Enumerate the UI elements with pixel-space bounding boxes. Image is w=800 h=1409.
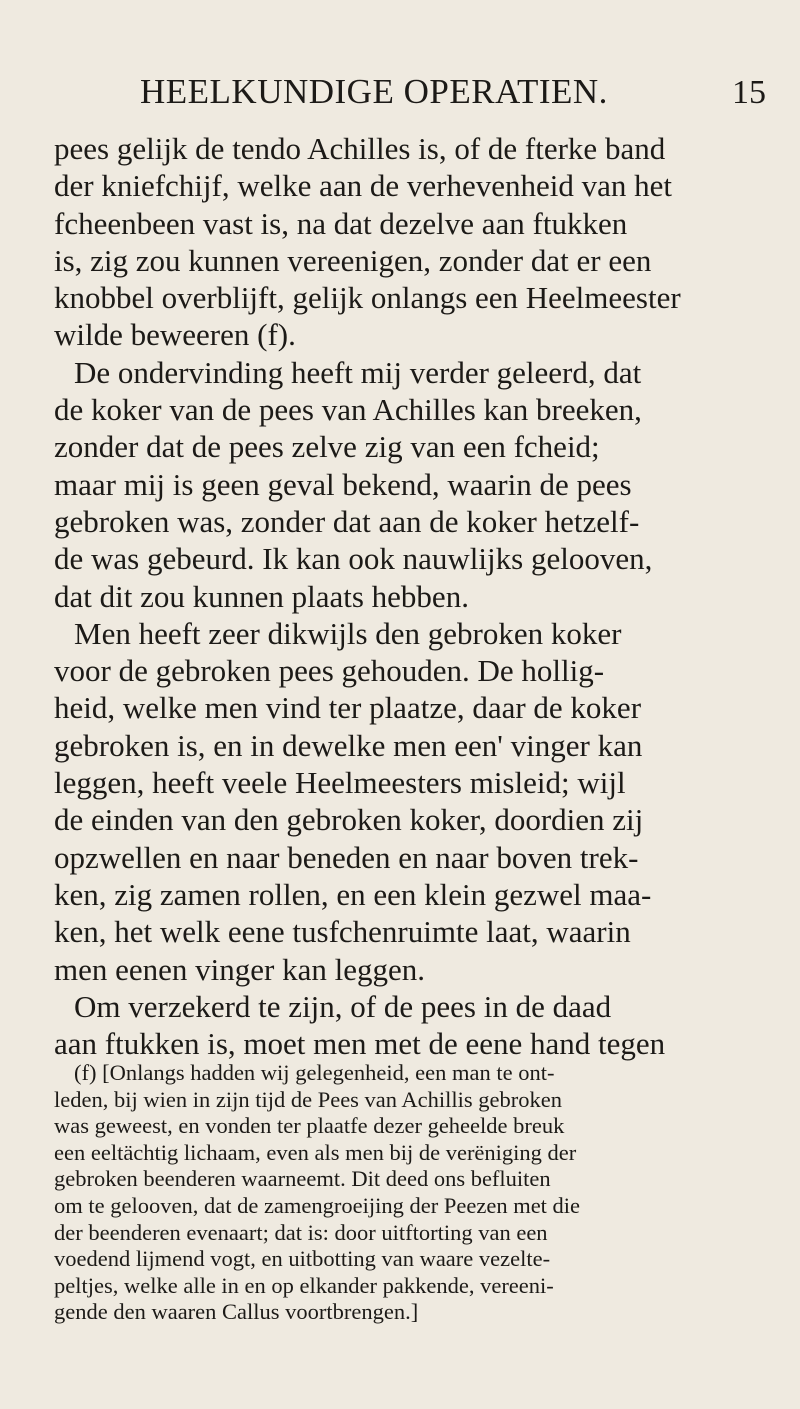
footnote-line: leden, bij wien in zijn tijd de Pees van Achillis gebroken (54, 1086, 563, 1112)
running-title: HEELKUNDIGE OPERATIEN. (140, 72, 608, 111)
text-line: Men heeft zeer dikwijls den gebroken koker (74, 615, 622, 651)
text-line: zonder dat de pees zelve zig van een fcheid; (54, 429, 600, 465)
text-line: De ondervinding heeft mij verder geleerd, dat (74, 354, 642, 390)
footnote-line: (f) [Onlangs hadden wij gelegenheid, een man te ont- (74, 1060, 555, 1085)
text-line: gebroken was, zonder dat aan de koker hetzelf- (54, 503, 640, 539)
text-line: heid, welke men vind ter plaatze, daar de koker (54, 690, 642, 726)
text-line: wilde beweeren (f). (54, 317, 296, 353)
page-header (0, 72, 800, 122)
text-line: de was gebeurd. Ik kan ook nauwlijks gelooven, (54, 541, 653, 577)
text-line: ken, het welk eene tusfchenruimte laat, waarin (54, 914, 631, 950)
footnote-line: gende den waaren Callus voortbrengen.] (54, 1299, 419, 1325)
text-line: de einden van den gebroken koker, doordien zij (54, 802, 644, 838)
footnote-line: een eeltächtig lichaam, even als men bij de verëniging der (54, 1139, 577, 1165)
footnote-line: peltjes, welke alle in en op elkander pakkende, vereeni- (54, 1272, 554, 1298)
text-line: knobbel overblijft, gelijk onlangs een Heelmeester (54, 280, 681, 316)
text-line: pees gelijk de tendo Achilles is, of de fterke band (54, 131, 666, 166)
text-line: aan ftukken is, moet men met de eene hand tegen (54, 1026, 666, 1062)
text-line: voor de gebroken pees gehouden. De hollig- (54, 653, 605, 689)
footnote-line: gebroken beenderen waarneemt. Dit deed ons befluiten (54, 1166, 551, 1192)
text-line: ken, zig zamen rollen, en een klein gezwel maa- (54, 876, 652, 912)
text-line: is, zig zou kunnen vereenigen, zonder dat er een (54, 242, 652, 278)
text-line: der kniefchijf, welke aan de verhevenheid van het (54, 168, 672, 204)
page-number: 15 (732, 74, 766, 111)
text-line: opzwellen en naar beneden en naar boven trek- (54, 839, 639, 875)
text-line: maar mij is geen geval bekend, waarin de pees (54, 466, 632, 502)
footnote-line: voedend lijmend vogt, en uitbotting van waare vezelte- (54, 1246, 551, 1272)
text-line: dat dit zou kunnen plaats hebben. (54, 578, 469, 614)
body-text (54, 130, 758, 1062)
text-line: gebroken is, en in dewelke men een' vinger kan (54, 727, 643, 763)
text-line: Om verzekerd te zijn, of de pees in de daad (74, 988, 612, 1024)
footnote-line: om te gelooven, dat de zamengroeijing der Peezen met die (54, 1192, 581, 1218)
text-line: men eenen vinger kan leggen. (54, 951, 425, 987)
footnote-line: was geweest, en vonden ter plaatfe dezer geheelde breuk (54, 1113, 565, 1139)
text-line: leggen, heeft veele Heelmeesters misleid; wijl (54, 765, 626, 801)
text-line: de koker van de pees van Achilles kan breeken, (54, 392, 642, 428)
text-line: fcheenbeen vast is, na dat dezelve aan ftukken (54, 205, 628, 241)
footnote (54, 1060, 758, 1326)
footnote-line: der beenderen evenaart; dat is: door uitftorting van een (54, 1219, 548, 1245)
